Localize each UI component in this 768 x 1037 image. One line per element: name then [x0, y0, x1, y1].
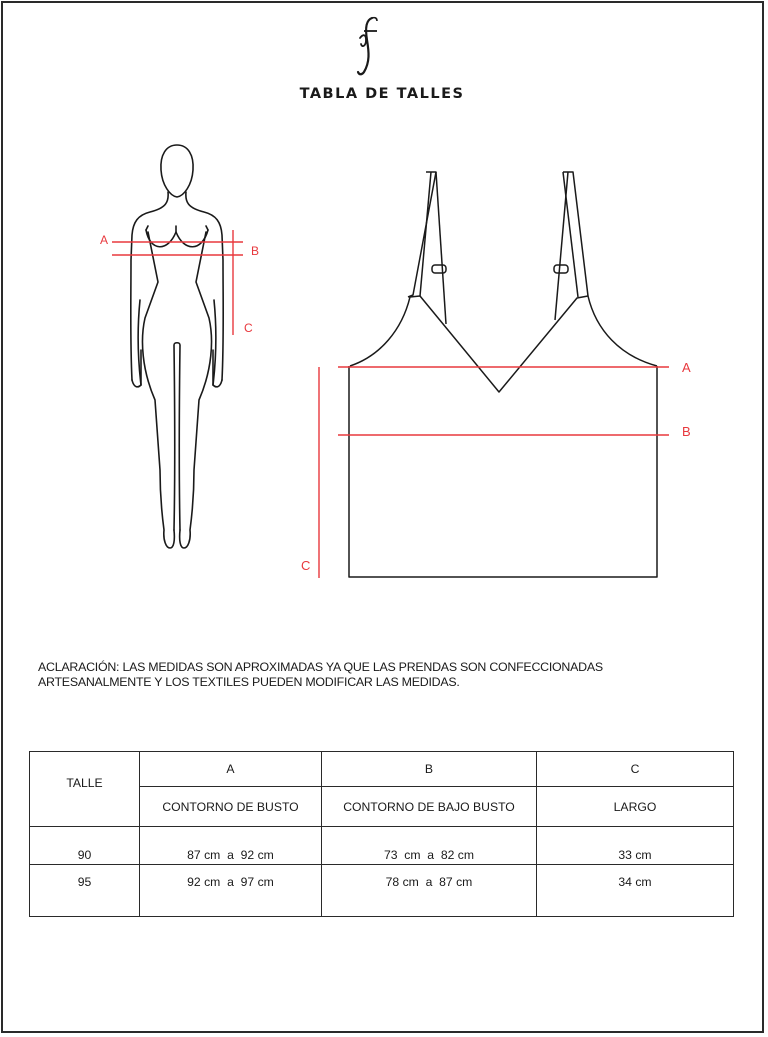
- disclaimer-text: [38, 660, 678, 690]
- column-label-b: CONTORNO DE BAJO BUSTO: [322, 787, 537, 827]
- largo-cell: 34 cm: [537, 865, 734, 917]
- page-title-text: TABLA DE TALLES: [299, 86, 465, 102]
- body-figure-illustration: [131, 145, 224, 548]
- table-header-row-letters: [30, 752, 734, 787]
- garment-illustration: [349, 172, 657, 577]
- garment-label-b: B: [682, 424, 691, 439]
- disclaimer-line-1: ACLARACIÓN: LAS MEDIDAS SON APROXIMADAS YA QUE LAS PRENDAS SON CONFECCIONADAS: [38, 660, 603, 674]
- disclaimer-line-2: ARTESANALMENTE Y LOS TEXTILES PUEDEN MODIFICAR LAS MEDIDAS.: [38, 675, 460, 689]
- bajo-busto-cell: 73 cm a 82 cm: [322, 827, 537, 865]
- body-label-b: B: [251, 244, 260, 258]
- talle-header: TALLE: [30, 752, 140, 827]
- largo-cell: 33 cm: [537, 827, 734, 865]
- garment-label-c: C: [301, 558, 311, 573]
- bajo-busto-cell: 78 cm a 87 cm: [322, 865, 537, 917]
- column-letter-a: A: [140, 752, 322, 787]
- busto-cell: 87 cm a 92 cm: [140, 827, 322, 865]
- size-table: [29, 751, 734, 917]
- talle-cell: 95: [30, 865, 140, 917]
- column-letter-b: B: [322, 752, 537, 787]
- column-letter-c: C: [537, 752, 734, 787]
- talle-cell: 90: [30, 827, 140, 865]
- busto-cell: 92 cm a 97 cm: [140, 865, 322, 917]
- garment-label-a: A: [682, 360, 691, 375]
- body-label-c: C: [244, 321, 253, 335]
- column-label-a: CONTORNO DE BUSTO: [140, 787, 322, 827]
- column-label-c: LARGO: [537, 787, 734, 827]
- table-row: [30, 827, 734, 865]
- garment-measure-lines: [319, 367, 669, 578]
- table-row: [30, 865, 734, 917]
- body-label-a: A: [100, 233, 109, 247]
